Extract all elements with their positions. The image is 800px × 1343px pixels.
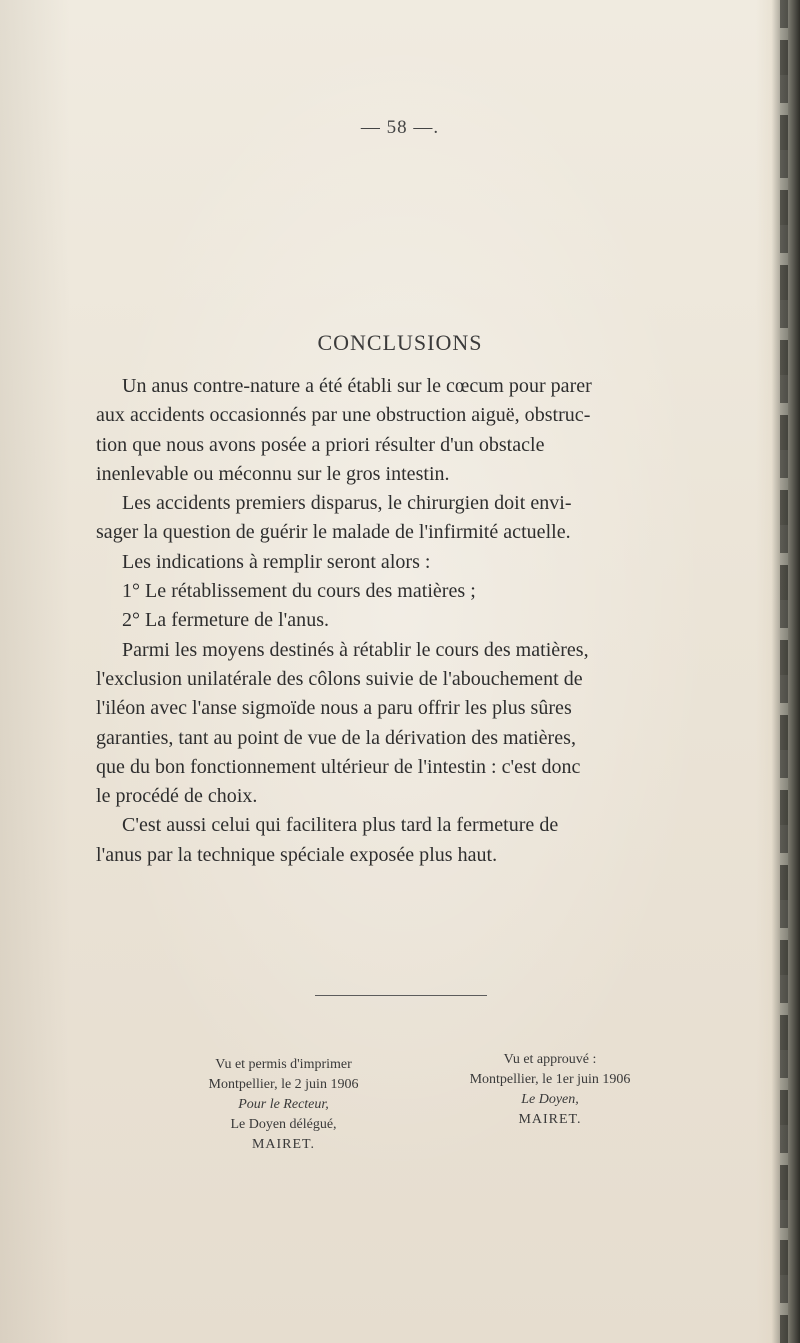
paragraph-line-1: Un anus contre-nature a été établi sur le cœcum pour parer (122, 375, 592, 397)
left-signature-line-3: Pour le Recteur, (238, 1097, 329, 1112)
left-signature-line-2: Montpellier, le 2 juin 1906 (208, 1077, 359, 1092)
paragraph-line-6: sager la question de guérir le malade de l'infirmité actuelle. (96, 521, 571, 544)
paragraph-line-12: l'iléon avec l'anse sigmoïde nous a paru offrir les plus sûres (96, 697, 572, 720)
list-item-2: 2° La fermeture de l'anus. (122, 609, 330, 632)
right-signature-line-1: Vu et approuvé : (503, 1052, 597, 1067)
paragraph-line-7: Les indications à remplir seront alors : (122, 550, 431, 573)
section-separator (315, 995, 487, 996)
page-shading (0, 0, 70, 1343)
paragraph-line-4: inenlevable ou méconnu sur le gros intestin. (96, 462, 450, 485)
right-signature-name: MAIRET. (518, 1112, 582, 1127)
page-title: CONCLUSIONS (317, 330, 483, 355)
paragraph-line-5: Les accidents premiers disparus, le chirurgien doit envi- (122, 492, 572, 515)
paragraph-line-10: Parmi les moyens destinés à rétablir le cours des matières, (122, 638, 589, 661)
paragraph-line-14: que du bon fonctionnement ultérieur de l'intestin : c'est donc (96, 755, 581, 778)
list-item-1: 1° Le rétablissement du cours des matières ; (122, 580, 476, 603)
conclusions-text (96, 372, 766, 870)
paragraph-line-15: le procédé de choix. (96, 785, 258, 808)
right-signature-line-2: Montpellier, le 1er juin 1906 (469, 1072, 631, 1087)
approval-right (425, 1050, 675, 1130)
page-number: — 58 —. (360, 117, 440, 138)
left-signature-line-1: Vu et permis d'imprimer (215, 1057, 352, 1072)
paragraph-line-3: tion que nous avons posée a priori résulter d'un obstacle (96, 433, 545, 456)
paragraph-line-11: l'exclusion unilatérale des côlons suivie de l'abouchement de (96, 667, 583, 690)
paragraph-line-17: l'anus par la technique spéciale exposée plus haut. (96, 843, 498, 866)
paragraph-line-2: aux accidents occasionnés par une obstruction aiguë, obstruc- (96, 404, 591, 427)
imprimatur-left (166, 1055, 401, 1155)
paragraph-line-16: C'est aussi celui qui facilitera plus tard la fermeture de (122, 814, 559, 837)
right-signature-line-3: Le Doyen, (521, 1092, 579, 1107)
left-signature-name: MAIRET. (251, 1137, 316, 1152)
left-signature-line-4: Le Doyen délégué, (230, 1117, 337, 1132)
paragraph-line-13: garanties, tant au point de vue de la dérivation des matières, (96, 726, 576, 749)
